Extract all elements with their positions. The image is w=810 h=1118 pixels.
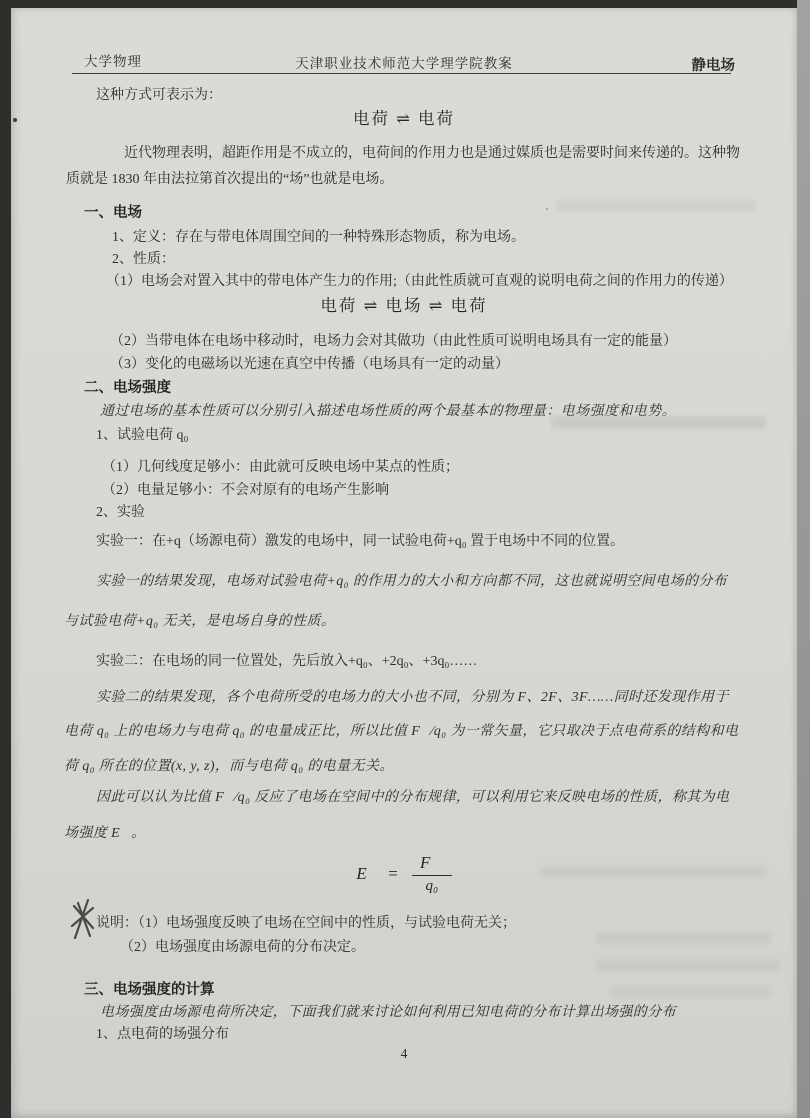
intro-line: 这种方式可表示为： — [96, 88, 222, 103]
property-2-line: （2）当带电体在电场中移动时，电场力会对其做功（由此性质可说明电场具有一定的能量） — [110, 334, 677, 349]
media-paragraph-line-2: 质就是 1830 年由法拉第首次提出的“场”也就是电场。 — [66, 172, 394, 187]
field-properties-label: 2、性质： — [112, 252, 175, 267]
ink-bleed-ghost — [541, 866, 766, 878]
conclusion-line-2: 场强度 E⃗。 — [64, 826, 146, 841]
equation-lhs: E⃗ — [356, 864, 380, 883]
point-charge-item-line: 1、点电荷的场强分布 — [96, 1027, 229, 1042]
charge-charge-formula: 电荷 ⇌ 电荷 — [352, 109, 456, 128]
scan-speck — [13, 118, 17, 122]
calculation-intro-line: 电场强度由场源电荷所决定，下面我们就来讨论如何利用已知电荷的分布计算出场强的分布 — [100, 1005, 676, 1020]
equation-denominator: q₀ — [425, 878, 439, 894]
charge-field-charge-formula: 电荷 ⇌ 电场 ⇌ 电荷 — [320, 296, 488, 315]
experiment-1-line: 实验一：在+q（场源电荷）激发的电场中，同一试验电荷+q₀ 置于电场中不同的位置。 — [96, 534, 625, 549]
experiment-2-result-line-3: 荷 q₀ 所在的位置(x, y, z)，而与电荷 q₀ 的电量无关。 — [64, 759, 394, 774]
header-chapter-title: 静电场 — [691, 58, 735, 74]
strength-intro-line: 通过电场的基本性质可以分别引入描述电场性质的两个最基本的物理量：电场强度和电势。 — [100, 404, 676, 419]
ink-bleed-ghost — [596, 933, 771, 944]
experiment-1-result-line-2: 与试验电荷+q₀ 无关，是电场自身的性质。 — [64, 614, 336, 629]
equation-equals: = — [388, 864, 398, 883]
header-rule — [72, 73, 731, 74]
ink-bleed-ghost — [596, 960, 781, 971]
property-1-line: （1）电场会对置入其中的带电体产生力的作用;（由此性质就可直观的说明电荷之间的作用力的传递） — [106, 274, 733, 289]
property-3-line: （3）变化的电磁场以光速在真空中传播（电场具有一定的动量） — [110, 357, 509, 372]
conclusion-line-1: 因此可以认为比值 F⃗∕q₀ 反应了电场在空间中的分布规律，可以利用它来反映电场的性质，称其为电 — [96, 790, 730, 805]
ink-bleed-ghost — [556, 200, 756, 211]
experiment-2-line: 实验二：在电场的同一位置处，先后放入+q₀、+2q₀、+3q₀…… — [96, 654, 478, 669]
ink-bleed-ghost — [551, 416, 766, 429]
experiment-1-result-line-1: 实验一的结果发现，电场对试验电荷+q₀ 的作用力的大小和方向都不同，这也就说明空间电场的分布 — [96, 574, 728, 589]
note-line-1: 说明：（1）电场强度反映了电场在空间中的性质，与试验电荷无关； — [96, 916, 516, 931]
handwritten-star-mark — [68, 898, 98, 942]
experiment-2-result-line-2: 电荷 q₀ 上的电场力与电荷 q₀ 的电量成正比，所以比值 F⃗∕q₀ 为一常矢量，它只取决于点电荷系的结构和电 — [64, 724, 739, 739]
section-3-heading: 三、电场强度的计算 — [84, 982, 215, 998]
equation-numerator: F⃗ — [412, 853, 452, 876]
experiment-2-result-line-1: 实验二的结果发现，各个电荷所受的电场力的大小也不同，分别为 F、2F、3F……同时还发现作用于 — [96, 690, 729, 705]
experiment-label: 2、实验 — [96, 505, 145, 520]
scan-speck — [546, 208, 548, 210]
header-course-title: 大学物理 — [84, 54, 142, 69]
media-paragraph-line-1: 近代物理表明，超距作用是不成立的，电荷间的作用力也是通过媒质也是需要时间来传递的。这种物 — [124, 146, 740, 161]
section-1-heading: 一、电场 — [84, 205, 142, 221]
test-charge-condition-2: （2）电量足够小：不会对原有的电场产生影响 — [102, 483, 389, 498]
scanner-background-strip — [797, 0, 810, 1118]
note-line-2: （2）电场强度由场源电荷的分布决定。 — [120, 940, 365, 955]
page-number: 4 — [400, 1046, 408, 1061]
section-2-heading: 二、电场强度 — [84, 380, 171, 396]
document-page — [11, 8, 797, 1118]
ink-bleed-ghost — [611, 986, 771, 997]
field-definition-line: 1、定义：存在与带电体周围空间的一种特殊形态物质，称为电场。 — [112, 230, 525, 245]
test-charge-condition-1: （1）几何线度足够小：由此就可反映电场中某点的性质； — [102, 460, 459, 475]
header-institution-title: 天津职业技术师范大学理学院教案 — [295, 56, 513, 71]
test-charge-label: 1、试验电荷 q₀ — [96, 428, 189, 443]
equation-fraction — [412, 853, 452, 895]
